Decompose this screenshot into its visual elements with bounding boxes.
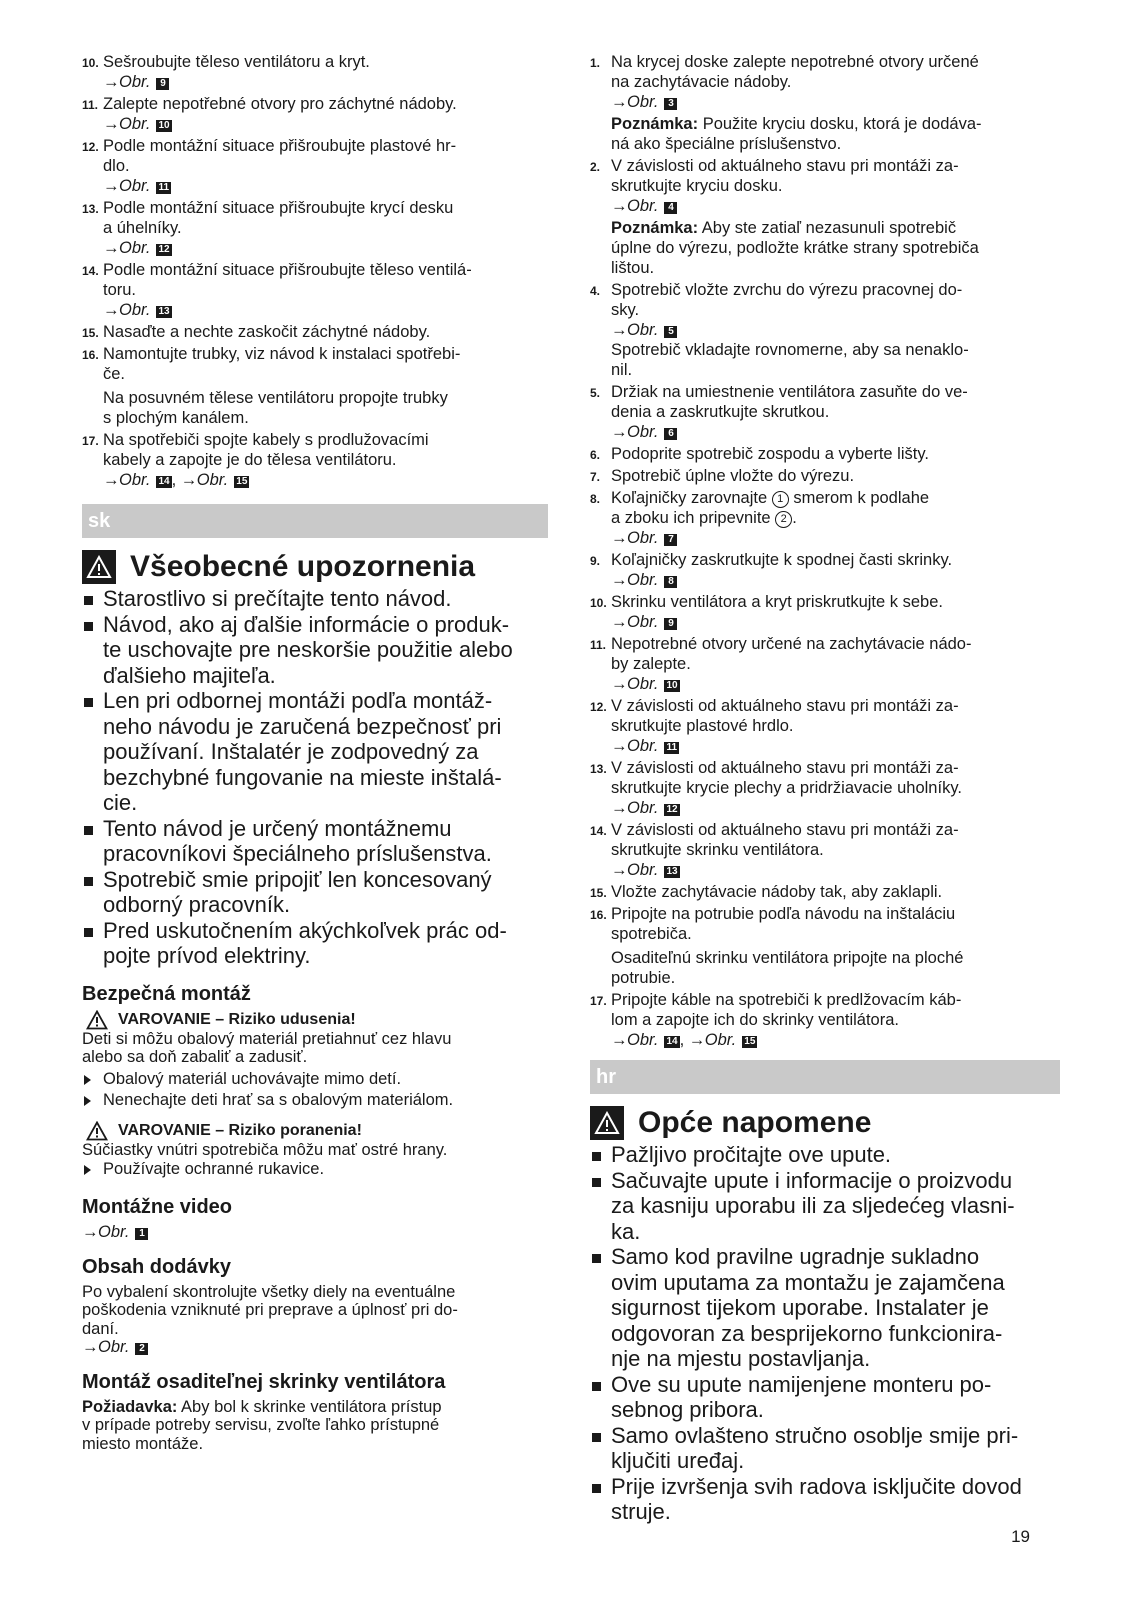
square-bullet-icon	[592, 1382, 601, 1391]
step-text: Podle montážní situace přišroubujte plastové hr-	[103, 137, 457, 155]
step-text: Podle montážní situace přišroubujte krycí desku	[103, 199, 454, 217]
square-bullet-icon	[84, 928, 93, 937]
figure-label: Obr.	[627, 571, 659, 589]
list-item	[590, 280, 1060, 380]
section-title-safe: Bezpečná montáž	[82, 982, 251, 1005]
arrow-right-icon: →	[82, 1223, 99, 1241]
step-text: Pripojte na potrubie podľa návodu na inštaláciu	[611, 905, 956, 923]
list-item: Pred uskutočnením akýchkoľvek prác od- pojte prívod elektriny.	[82, 918, 548, 969]
list-item	[82, 260, 548, 320]
left-column	[82, 52, 548, 1453]
figure-ref: →Obr. 2	[82, 1338, 548, 1357]
figure-label: Obr.	[627, 1031, 659, 1049]
arrow-right-icon: →	[611, 571, 628, 589]
right-column	[590, 52, 1060, 1525]
step-text: Nepotrebné otvory určené na zachytávacie nádo-	[611, 635, 972, 653]
figure-label: Obr.	[119, 115, 151, 133]
warning-text-1: Deti si môžu obalový materiál pretiahnuť cez hlavu alebo sa doň zabaliť a zadusiť.	[82, 1029, 452, 1066]
warning-text-2: Súčiastky vnútri spotrebiča môžu mať ostré hrany.	[82, 1140, 448, 1159]
list-item	[82, 344, 548, 428]
step-text: nil.	[611, 361, 633, 379]
list-item: Používajte ochranné rukavice.	[82, 1159, 548, 1180]
figure-number: 9	[156, 78, 169, 90]
section-title-mount: Montáž osaditeľnej skrinky ventilátora	[82, 1370, 446, 1393]
figure-ref	[103, 238, 548, 258]
figure-number: 11	[666, 742, 678, 753]
step-text: kabely a zapojte je do tělesa ventilátoru.	[103, 451, 397, 469]
step-number: 1.	[590, 56, 601, 70]
list-item	[82, 94, 548, 134]
figure-number: 5	[664, 326, 677, 338]
list-item	[82, 322, 548, 342]
arrow-right-icon: →	[611, 799, 628, 817]
step-number: 9.	[590, 554, 601, 568]
page-title: Všeobecné upozornenia	[130, 550, 476, 583]
step-number: 12.	[82, 140, 99, 154]
list-item	[590, 990, 1060, 1050]
arrow-right-icon: →	[611, 197, 628, 215]
hr-heading	[590, 1106, 1060, 1140]
list-item	[590, 592, 1060, 632]
square-bullet-icon	[84, 877, 93, 886]
arrow-right-icon: →	[103, 301, 120, 319]
figure-ref	[611, 612, 1060, 632]
list-item	[590, 634, 1060, 694]
figure-label: Obr.	[704, 1031, 737, 1049]
figure-ref	[103, 470, 548, 490]
figure-ref	[103, 176, 548, 196]
figure-ref	[611, 320, 1060, 340]
figure-label: Obr.	[627, 197, 659, 215]
warning-triangle-icon	[86, 1121, 108, 1141]
triangle-bullet-icon	[84, 1075, 91, 1085]
step-text: spotrebiča.	[611, 925, 692, 943]
section-title-video: Montážne video	[82, 1196, 233, 1218]
square-bullet-icon	[84, 826, 93, 835]
step-text: Vložte zachytávacie nádoby tak, aby zaklapli.	[611, 883, 943, 901]
figure-label: Obr.	[627, 675, 659, 693]
list-item	[590, 882, 1060, 902]
step-text: skrutkujte krycie plechy a pridržiavacie uholníky.	[611, 779, 962, 797]
figure-label: Obr.	[119, 239, 151, 257]
figure-number: 7	[664, 534, 677, 546]
step-text: V závislosti od aktuálneho stavu pri montáži za-	[611, 821, 959, 839]
ref-separator: ,	[679, 1031, 689, 1049]
arrow-right-icon: →	[611, 423, 628, 441]
figure-ref	[103, 72, 548, 92]
step-text: Držiak na umiestnenie ventilátora zasuňte do ve-	[611, 383, 968, 401]
figure-number: 12	[666, 804, 678, 815]
hr-bullet-list	[590, 1142, 1060, 1525]
figure-ref	[611, 736, 1060, 756]
arrow-right-icon: →	[611, 675, 628, 693]
figure-ref	[611, 196, 1060, 216]
warning-title: VAROVANIE – Riziko udusenia!	[118, 1010, 356, 1028]
list-item	[590, 488, 1060, 548]
page-number: 19	[1011, 1527, 1030, 1546]
figure-number: 15	[744, 1036, 756, 1047]
arrow-right-icon: →	[611, 321, 628, 339]
list-item	[590, 904, 1060, 988]
circled-number: 2	[775, 511, 792, 528]
lang-code: sk	[88, 510, 111, 532]
square-bullet-icon	[592, 1433, 601, 1442]
list-item	[590, 156, 1060, 278]
figure-number: 2	[135, 1343, 148, 1355]
step-number: 4.	[590, 284, 601, 298]
step-text: Na spotřebiči spojte kabely s prodlužovacími	[103, 431, 429, 449]
figure-ref	[611, 798, 1060, 818]
step-text: če.	[103, 365, 126, 383]
figure-ref	[611, 92, 1060, 112]
requirement-text: Požiadavka: Aby bol k skrinke ventilátora prístup v prípade potreby servisu, zvoľte ľahko prístupné miesto montáže.	[82, 1397, 442, 1453]
step-text: Koľajničky zaskrutkujte k spodnej časti skrinky.	[611, 551, 953, 569]
step-number: 12.	[590, 700, 607, 714]
list-item: Prije izvršenja svih radova isključite dovod struje.	[590, 1474, 1060, 1525]
list-item: Tento návod je určený montážnemu pracovníkovi špeciálneho príslušenstva.	[82, 816, 548, 867]
lang-bar-hr	[590, 1060, 1060, 1094]
figure-label: Obr.	[627, 613, 659, 631]
step-number: 10.	[82, 56, 99, 70]
step-number: 17.	[82, 434, 99, 448]
figure-label: Obr.	[119, 73, 151, 91]
arrow-right-icon: →	[103, 73, 120, 91]
section-title-hr: Opće napomene	[638, 1106, 872, 1139]
step-text: Sešroubujte těleso ventilátoru a kryt.	[103, 53, 370, 71]
figure-label: Obr.	[627, 423, 659, 441]
arrow-right-icon: →	[611, 737, 628, 755]
step-number: 14.	[590, 824, 607, 838]
arrow-right-icon: →	[688, 1031, 706, 1049]
section-title-delivery: Obsah dodávky	[82, 1255, 231, 1278]
square-bullet-icon	[592, 1484, 601, 1493]
list-item: Nenechajte deti hrať sa s obalovým materiálom.	[82, 1090, 548, 1111]
warning-heading-1	[82, 1010, 548, 1030]
step-note: Poznámka: Aby ste zatiaľ nezasunuli spotrebič úplne do výrezu, podložte krátke strany spotrebiča lištou.	[611, 219, 979, 277]
circled-number: 1	[772, 491, 789, 508]
note-label: Poznámka:	[611, 115, 699, 133]
step-text: dlo.	[103, 157, 130, 175]
lang-bar-sk	[82, 504, 548, 538]
figure-number: 13	[666, 866, 678, 877]
step-text: toru.	[103, 281, 137, 299]
figure-number: 14	[666, 1036, 678, 1047]
figure-ref	[611, 422, 1060, 442]
step-text: Na krycej doske zalepte nepotrebné otvory určené	[611, 53, 979, 71]
figure-label: Obr.	[119, 301, 151, 319]
step-text: Namontujte trubky, viz návod k instalaci spotřebi-	[103, 345, 461, 363]
figure-label: Obr.	[119, 471, 151, 489]
step-number: 16.	[590, 908, 607, 922]
figure-label: Obr.	[627, 321, 659, 339]
warning-triangle-icon	[590, 1106, 624, 1140]
cz-steps-list	[82, 52, 548, 490]
arrow-right-icon: →	[103, 239, 120, 257]
figure-ref	[611, 674, 1060, 694]
step-text: Spotrebič vložte zvrchu do výrezu pracovnej do-	[611, 281, 963, 299]
step-number: 7.	[590, 470, 601, 484]
step-text: Skrinku ventilátora a kryt priskrutkujte k sebe.	[611, 593, 943, 611]
figure-label: Obr.	[627, 529, 659, 547]
list-item: Návod, ako aj ďalšie informácie o produk- te uschovajte pre neskoršie použitie alebo ďalšieho majiteľa.	[82, 612, 548, 689]
warning-triangle-icon	[86, 1010, 108, 1030]
list-item: Samo kod pravilne ugradnje sukladno ovim uputama za montažu je zajamčena sigurnost tijekom uporabe. Instalater je odgovoran za besprijekorno funkcionira- nje na mjestu postavljanja.	[590, 1244, 1060, 1372]
step-text: V závislosti od aktuálneho stavu pri montáži za-	[611, 157, 959, 175]
step-text: Podoprite spotrebič zospodu a vyberte lišty.	[611, 445, 929, 463]
step-text: Pripojte káble na spotrebiči k predlžovacím káb-	[611, 991, 962, 1009]
delivery-text: Po vybalení skontrolujte všetky diely na eventuálne poškodenia vzniknuté pri preprave a úplnosť pri do- daní.	[82, 1282, 458, 1338]
list-item: Sačuvajte upute i informacije o proizvodu za kasniju uporabu ili za sljedećeg vlasni- ka.	[590, 1168, 1060, 1245]
step-text: Koľajničky zarovnajte 1 smerom k podlahe	[611, 489, 930, 507]
figure-ref	[611, 860, 1060, 880]
arrow-right-icon: →	[180, 471, 198, 489]
list-item: Spotrebič smie pripojiť len koncesovaný odborný pracovník.	[82, 867, 548, 918]
step-number: 17.	[590, 994, 607, 1008]
triangle-bullet-icon	[84, 1165, 91, 1175]
arrow-right-icon: →	[611, 93, 628, 111]
list-item	[590, 696, 1060, 756]
figure-label: Obr.	[627, 93, 659, 111]
triangle-bullet-icon	[84, 1096, 91, 1106]
list-item	[590, 444, 1060, 464]
figure-number: 11	[158, 182, 170, 193]
figure-ref	[611, 570, 1060, 590]
list-item: Samo ovlašteno stručno osoblje smije pri- ključiti uređaj.	[590, 1423, 1060, 1474]
figure-number: 13	[158, 306, 170, 317]
step-number: 2.	[590, 160, 601, 174]
figure-label: Obr.	[627, 737, 659, 755]
list-item: Obalový materiál uchovávajte mimo detí.	[82, 1069, 548, 1090]
step-number: 5.	[590, 386, 601, 400]
arrow-right-icon: →	[103, 471, 120, 489]
figure-number: 10	[158, 120, 170, 131]
warning-triangle-icon	[82, 550, 116, 584]
step-text: Podle montážní situace přišroubujte těleso ventilá-	[103, 261, 472, 279]
figure-number: 12	[158, 244, 170, 255]
figure-ref	[611, 1030, 1060, 1050]
arrow-right-icon: →	[103, 177, 120, 195]
square-bullet-icon	[84, 596, 93, 605]
step-text: Nasaďte a nechte zaskočit záchytné nádoby.	[103, 323, 431, 341]
video-ref	[82, 1223, 548, 1242]
step-number: 8.	[590, 492, 601, 506]
figure-ref	[611, 528, 1060, 548]
step-number: 16.	[82, 348, 99, 362]
step-note: Poznámka: Použite kryciu dosku, ktorá je dodáva- ná ako špeciálne príslušenstvo.	[611, 115, 982, 153]
list-item: Starostlivo si prečítajte tento návod.	[82, 586, 548, 612]
sk-heading	[82, 550, 548, 584]
delivery-ref	[82, 1338, 548, 1357]
list-item	[590, 382, 1060, 442]
arrow-right-icon: →	[82, 1338, 99, 1356]
step-number: 13.	[590, 762, 607, 776]
figure-number: 6	[664, 428, 677, 440]
figure-number: 3	[664, 98, 677, 110]
square-bullet-icon	[592, 1178, 601, 1187]
step-subtext: Na posuvném tělese ventilátoru propojte trubky s plochým kanálem.	[103, 389, 448, 427]
arrow-right-icon: →	[611, 861, 628, 879]
step-text: by zalepte.	[611, 655, 691, 673]
figure-label: Obr.	[627, 799, 659, 817]
square-bullet-icon	[592, 1254, 601, 1263]
list-item	[590, 52, 1060, 154]
warning-items-2	[82, 1159, 548, 1180]
figure-number: 8	[664, 576, 677, 588]
square-bullet-icon	[84, 622, 93, 631]
step-text: skrutkujte skrinku ventilátora.	[611, 841, 824, 859]
figure-number: 14	[158, 476, 170, 487]
figure-ref	[103, 300, 548, 320]
note-label: Poznámka:	[611, 219, 699, 237]
list-item	[590, 758, 1060, 818]
square-bullet-icon	[592, 1152, 601, 1161]
step-text: Spotrebič úplne vložte do výrezu.	[611, 467, 855, 485]
arrow-right-icon: →	[611, 529, 628, 547]
step-text: a úhelníky.	[103, 219, 182, 237]
step-text: na zachytávacie nádoby.	[611, 73, 792, 91]
step-number: 15.	[590, 886, 607, 900]
list-item	[82, 430, 548, 490]
ref-separator: ,	[171, 471, 181, 489]
arrow-right-icon: →	[611, 1031, 628, 1049]
step-text: a zboku ich pripevnite 2 .	[611, 509, 797, 527]
list-item	[590, 466, 1060, 486]
list-item: Len pri odbornej montáži podľa montáž- neho návodu je zaručená bezpečnosť pri používaní. Inštalatér je zodpovedný za bezchybné fungovanie na mieste inštalá- cie.	[82, 688, 548, 816]
list-item	[590, 820, 1060, 880]
warning-items-1	[82, 1069, 548, 1111]
figure-number: 1	[135, 1228, 148, 1240]
step-text: Spotrebič vkladajte rovnomerne, aby sa nenaklo-	[611, 341, 969, 359]
arrow-right-icon: →	[611, 613, 628, 631]
warning-heading-2	[82, 1121, 548, 1141]
arrow-right-icon: →	[103, 115, 120, 133]
figure-ref: →Obr. 1	[82, 1223, 548, 1242]
figure-label: Obr.	[119, 177, 151, 195]
step-number: 14.	[82, 264, 99, 278]
step-number: 10.	[590, 596, 607, 610]
sk-steps-list	[590, 52, 1060, 1050]
step-text: skrutkujte kryciu dosku.	[611, 177, 783, 195]
figure-ref	[103, 114, 548, 134]
step-text: V závislosti od aktuálneho stavu pri montáži za-	[611, 759, 959, 777]
figure-number: 9	[664, 618, 677, 630]
step-number: 11.	[82, 98, 99, 112]
step-number: 13.	[82, 202, 99, 216]
warning-title: VAROVANIE – Riziko poranenia!	[118, 1121, 362, 1139]
figure-label: Obr.	[196, 471, 229, 489]
figure-number: 4	[664, 202, 677, 214]
step-subtext: Osaditeľnú skrinku ventilátora pripojte na ploché potrubie.	[611, 949, 964, 987]
square-bullet-icon	[84, 698, 93, 707]
step-text: denia a zaskrutkujte skrutkou.	[611, 403, 830, 421]
step-text: lom a zapojte ich do skrinky ventilátora.	[611, 1011, 899, 1029]
figure-number: 15	[236, 476, 248, 487]
lang-code: hr	[596, 1066, 616, 1088]
list-item	[82, 52, 548, 92]
figure-label: Obr.	[627, 861, 659, 879]
list-item: Pažljivo pročitajte ove upute.	[590, 1142, 1060, 1168]
list-item	[82, 136, 548, 196]
step-text: Zalepte nepotřebné otvory pro záchytné nádoby.	[103, 95, 457, 113]
figure-number: 10	[666, 680, 678, 691]
step-text: V závislosti od aktuálneho stavu pri montáži za-	[611, 697, 959, 715]
step-number: 6.	[590, 448, 601, 462]
step-text: sky.	[611, 301, 640, 319]
step-text: skrutkujte plastové hrdlo.	[611, 717, 794, 735]
step-number: 11.	[590, 638, 607, 652]
sk-bullet-list	[82, 586, 548, 969]
list-item	[590, 550, 1060, 590]
step-number: 15.	[82, 326, 99, 340]
list-item: Ove su upute namijenjene monteru po- sebnog pribora.	[590, 1372, 1060, 1423]
list-item	[82, 198, 548, 258]
